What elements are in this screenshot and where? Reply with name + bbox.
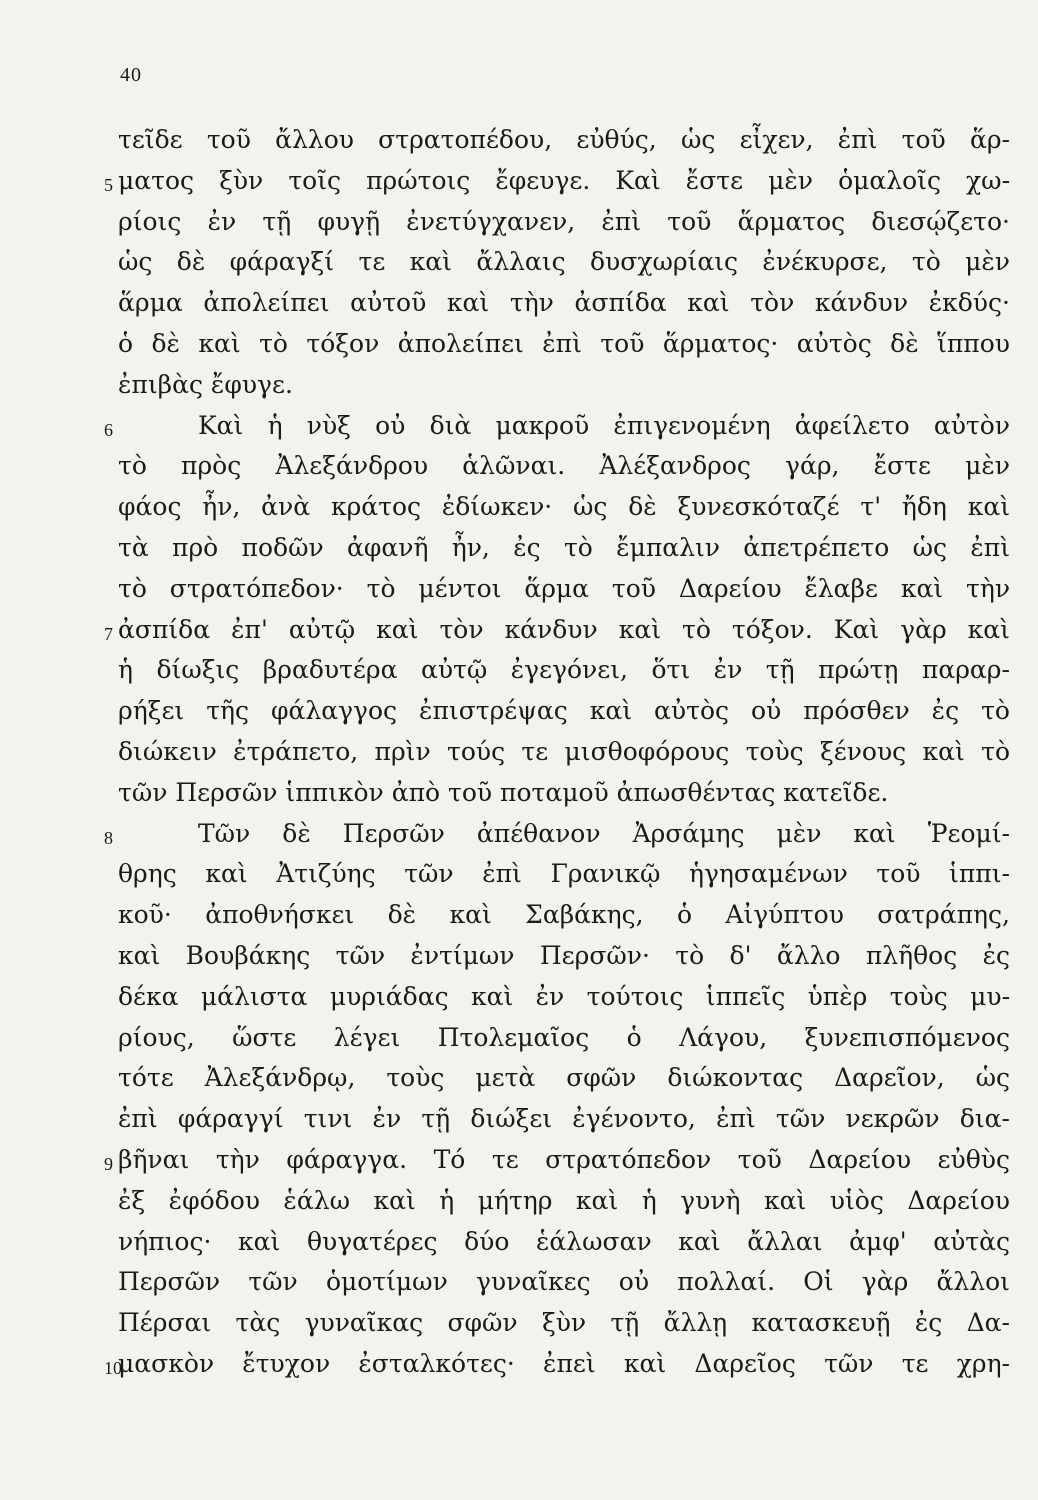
text-line xyxy=(118,242,1010,283)
line-text: τὸ στρατόπεδον· τὸ μέντοι ἅρμα τοῦ Δαρείου ἔλαβε καὶ τὴν xyxy=(118,573,1011,603)
text-line xyxy=(104,610,1010,651)
text-line xyxy=(118,691,1010,732)
section-number: 10 xyxy=(104,1357,122,1378)
line-text: ὁ δὲ καὶ τὸ τόξον ἀπολείπει ἐπὶ τοῦ ἅρματος· αὐτὸς δὲ ἵππου xyxy=(118,328,1010,358)
text-line xyxy=(118,446,1010,487)
line-text: ἐπιβὰς ἔφυγε. xyxy=(118,369,293,399)
text-line xyxy=(118,1303,1010,1344)
section-number: 9 xyxy=(104,1153,113,1174)
line-text: τὰ πρὸ ποδῶν ἀφανῆ ἦν, ἐς τὸ ἔμπαλιν ἀπετρέπετο ὡς ἐπὶ xyxy=(118,532,1011,562)
line-text: ματος ξὺν τοῖς πρώτοις ἔφευγε. Καὶ ἔστε μὲν ὁμαλοῖς χω- xyxy=(118,165,1011,195)
line-text: Τῶν δὲ Περσῶν ἀπέθανον Ἀρσάμης μὲν καὶ Ῥεομί- xyxy=(198,818,1011,848)
text-line xyxy=(118,283,1010,324)
section-number: 5 xyxy=(104,174,113,195)
text-line xyxy=(104,1344,1010,1385)
text-line xyxy=(118,977,1010,1018)
text-line xyxy=(118,895,1010,936)
line-text: φάος ἦν, ἀνὰ κράτος ἐδίωκεν· ὡς δὲ ξυνεσκόταζέ τ' ἤδη καὶ xyxy=(118,492,1011,522)
text-line xyxy=(118,120,1010,161)
line-text: ρίοις ἐν τῇ φυγῇ ἐνετύγχανεν, ἐπὶ τοῦ ἅρματος διεσῴζετο· xyxy=(118,206,1010,236)
line-text: τὸ πρὸς Ἀλεξάνδρου ἁλῶναι. Ἀλέξανδρος γάρ, ἔστε μὲν xyxy=(118,451,1010,481)
text-line xyxy=(118,854,1010,895)
text-line xyxy=(118,569,1010,610)
line-text: ὡς δὲ φάραγξί τε καὶ ἄλλαις δυσχωρίαις ἐνέκυρσε, τὸ μὲν xyxy=(118,247,1010,277)
line-text: καὶ Βουβάκης τῶν ἐντίμων Περσῶν· τὸ δ' ἄλλο πλῆθος ἐς xyxy=(118,940,1011,970)
line-text: βῆναι τὴν φάραγγα. Τό τε στρατόπεδον τοῦ Δαρείου εὐθὺς xyxy=(118,1144,1010,1174)
text-line xyxy=(118,1262,1010,1303)
text-line xyxy=(118,1058,1010,1099)
line-text: ρήξει τῆς φάλαγγος ἐπιστρέψας καὶ αὐτὸς οὐ πρόσθεν ἐς τὸ xyxy=(118,696,1010,726)
text-line xyxy=(118,365,1010,406)
text-line xyxy=(104,406,1010,447)
line-text: ἐπὶ φάραγγί τινι ἐν τῇ διώξει ἐγένοντο, ἐπὶ τῶν νεκρῶν δια- xyxy=(118,1104,1010,1134)
text-line xyxy=(118,1181,1010,1222)
text-line xyxy=(118,202,1010,243)
text-line xyxy=(118,1099,1010,1140)
text-line xyxy=(118,773,1010,814)
line-text: κοῦ· ἀποθνήσκει δὲ καὶ Σαβάκης, ὁ Αἰγύπτου σατράπης, xyxy=(118,900,1010,930)
line-text: Καὶ ἡ νὺξ οὐ διὰ μακροῦ ἐπιγενομένη ἀφείλετο αὐτὸν xyxy=(198,410,1010,440)
line-text: Περσῶν τῶν ὁμοτίμων γυναῖκες οὐ πολλαί. Οἱ γὰρ ἄλλοι xyxy=(118,1267,1010,1297)
text-line xyxy=(118,732,1010,773)
text-line xyxy=(104,1140,1010,1181)
text-line xyxy=(104,161,1011,202)
line-text: ἡ δίωξις βραδυτέρα αὐτῷ ἐγεγόνει, ὅτι ἐν τῇ πρώτῃ παραρ- xyxy=(118,655,1010,685)
line-text: διώκειν ἐτράπετο, πρὶν τούς τε μισθοφόρους τοὺς ξένους καὶ τὸ xyxy=(118,736,1011,766)
section-number: 8 xyxy=(104,827,113,848)
text-line xyxy=(118,936,1010,977)
line-text: νήπιος· καὶ θυγατέρες δύο ἑάλωσαν καὶ ἄλλαι ἀμφ' αὐτὰς xyxy=(118,1226,1010,1256)
page-number: 40 xyxy=(120,64,142,86)
text-line xyxy=(118,528,1010,569)
text-line xyxy=(118,1018,1010,1059)
text-line xyxy=(118,324,1010,365)
section-number: 7 xyxy=(104,623,113,644)
line-text: τεῖδε τοῦ ἄλλου στρατοπέδου, εὐθύς, ὡς εἶχεν, ἐπὶ τοῦ ἅρ- xyxy=(118,125,1011,154)
line-text: θρης καὶ Ἀτιζύης τῶν ἐπὶ Γρανικῷ ἡγησαμένων τοῦ ἱππι- xyxy=(118,859,1010,889)
line-text: Πέρσαι τὰς γυναῖκας σφῶν ξὺν τῇ ἄλλῃ κατασκευῇ ἐς Δα- xyxy=(118,1308,1010,1338)
main-text xyxy=(104,120,1011,1385)
text-line xyxy=(118,650,1010,691)
line-text: δέκα μάλιστα μυριάδας καὶ ἐν τούτοις ἱππεῖς ὑπὲρ τοὺς μυ- xyxy=(118,981,1011,1011)
text-line xyxy=(104,814,1011,855)
section-number: 6 xyxy=(104,419,113,440)
text-line xyxy=(118,487,1010,528)
text-line xyxy=(118,1222,1010,1263)
line-text: ἀσπίδα ἐπ' αὐτῷ καὶ τὸν κάνδυν καὶ τὸ τόξον. Καὶ γὰρ καὶ xyxy=(118,614,1010,644)
line-text: μασκὸν ἔτυχον ἐσταλκότες· ἐπεὶ καὶ Δαρεῖος τῶν τε χρη- xyxy=(118,1348,1010,1378)
line-text: ἐξ ἐφόδου ἑάλω καὶ ἡ μήτηρ καὶ ἡ γυνὴ καὶ υἱὸς Δαρείου xyxy=(118,1185,1010,1215)
line-text: ἅρμα ἀπολείπει αὐτοῦ καὶ τὴν ἀσπίδα καὶ τὸν κάνδυν ἐκδύς· xyxy=(118,288,1010,318)
line-text: τότε Ἀλεξάνδρῳ, τοὺς μετὰ σφῶν διώκοντας Δαρεῖον, ὡς xyxy=(118,1063,1011,1093)
line-text: ρίους, ὥστε λέγει Πτολεμαῖος ὁ Λάγου, ξυνεπισπόμενος xyxy=(118,1022,1010,1052)
line-text: τῶν Περσῶν ἱππικὸν ἀπὸ τοῦ ποταμοῦ ἀπωσθέντας κατεῖδε. xyxy=(118,777,889,807)
